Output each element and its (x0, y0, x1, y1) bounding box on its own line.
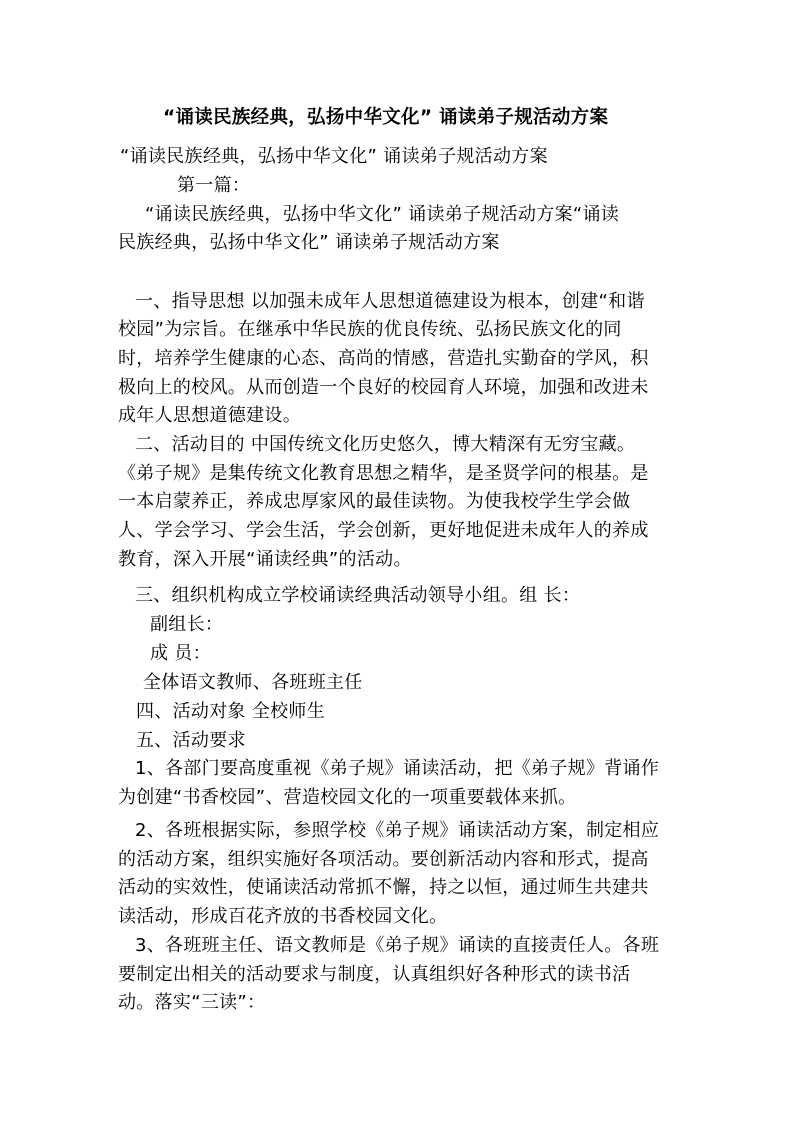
text-line: 第一篇： (177, 175, 251, 196)
text-line: 校园”为宗旨。在继承中华民族的优良传统、弘扬民族文化的同 (118, 319, 622, 340)
text-line: 活动的实效性，使诵读活动常抓不懈，持之以恒，通过师生共建共 (118, 877, 649, 898)
text-line: 动。落实“三读”： (118, 992, 266, 1013)
text-line: 成年人思想道德建设。 (118, 405, 301, 426)
document-title: “诵读民族经典，弘扬中华文化” 诵读弟子规活动方案 (163, 107, 609, 128)
text-line: 四、活动对象 全校师生 (136, 701, 326, 722)
text-line: 1、各部门要高度重视《弟子规》诵读活动，把《弟子规》背诵作 (135, 758, 660, 779)
text-line: 为创建“书香校园”、营造校园文化的一项重要载体来抓。 (118, 787, 577, 808)
text-line: 《弟子规》是集传统文化教育思想之精华，是圣贤学问的根基。是 (118, 463, 649, 484)
text-line: 一、指导思想 以加强未成年人思想道德建设为根本，创建“和谐 (135, 291, 645, 312)
text-line: 一本启蒙养正，养成忠厚家风的最佳读物。为使我校学生学会做 (118, 491, 631, 512)
text-line: 全体语文教师、各班班主任 (143, 672, 363, 693)
text-line: 教育，深入开展“诵读经典”的活动。 (118, 549, 412, 570)
text-line: 读活动，形成百花齐放的书香校园文化。 (118, 906, 448, 927)
text-line: 二、活动目的 中国传统文化历史悠久，博大精深有无穷宝藏。 (135, 434, 636, 455)
text-line: 2、各班根据实际，参照学校《弟子规》诵读活动方案，制定相应 (135, 820, 660, 841)
text-line: “诵读民族经典，弘扬中华文化” 诵读弟子规活动方案 (120, 146, 548, 167)
text-line: “诵读民族经典，弘扬中华文化” 诵读弟子规活动方案“诵读 (145, 204, 620, 225)
text-line: 极向上的校风。从而创造一个良好的校园育人环境，加强和改进未 (118, 377, 649, 398)
text-line: 民族经典，弘扬中华文化” 诵读弟子规活动方案 (118, 232, 500, 253)
text-line: 3、各班班主任、语文教师是《弟子规》诵读的直接责任人。各班 (135, 935, 660, 956)
text-line: 三、组织机构成立学校诵读经典活动领导小组。组 长： (135, 585, 581, 606)
text-line: 时，培养学生健康的心态、高尚的情感，营造扎实勤奋的学风，积 (118, 348, 649, 369)
text-line: 副组长： (150, 614, 224, 635)
text-line: 要制定出相关的活动要求与制度，认真组织好各种形式的读书活 (118, 964, 631, 985)
text-line: 人、学会学习、学会生活，学会创新，更好地促进未成年人的养成 (118, 520, 649, 541)
text-line: 的活动方案，组织实施好各项活动。要创新活动内容和形式，提高 (118, 849, 649, 870)
text-line: 成 员： (150, 643, 211, 664)
text-line: 五、活动要求 (136, 730, 246, 751)
